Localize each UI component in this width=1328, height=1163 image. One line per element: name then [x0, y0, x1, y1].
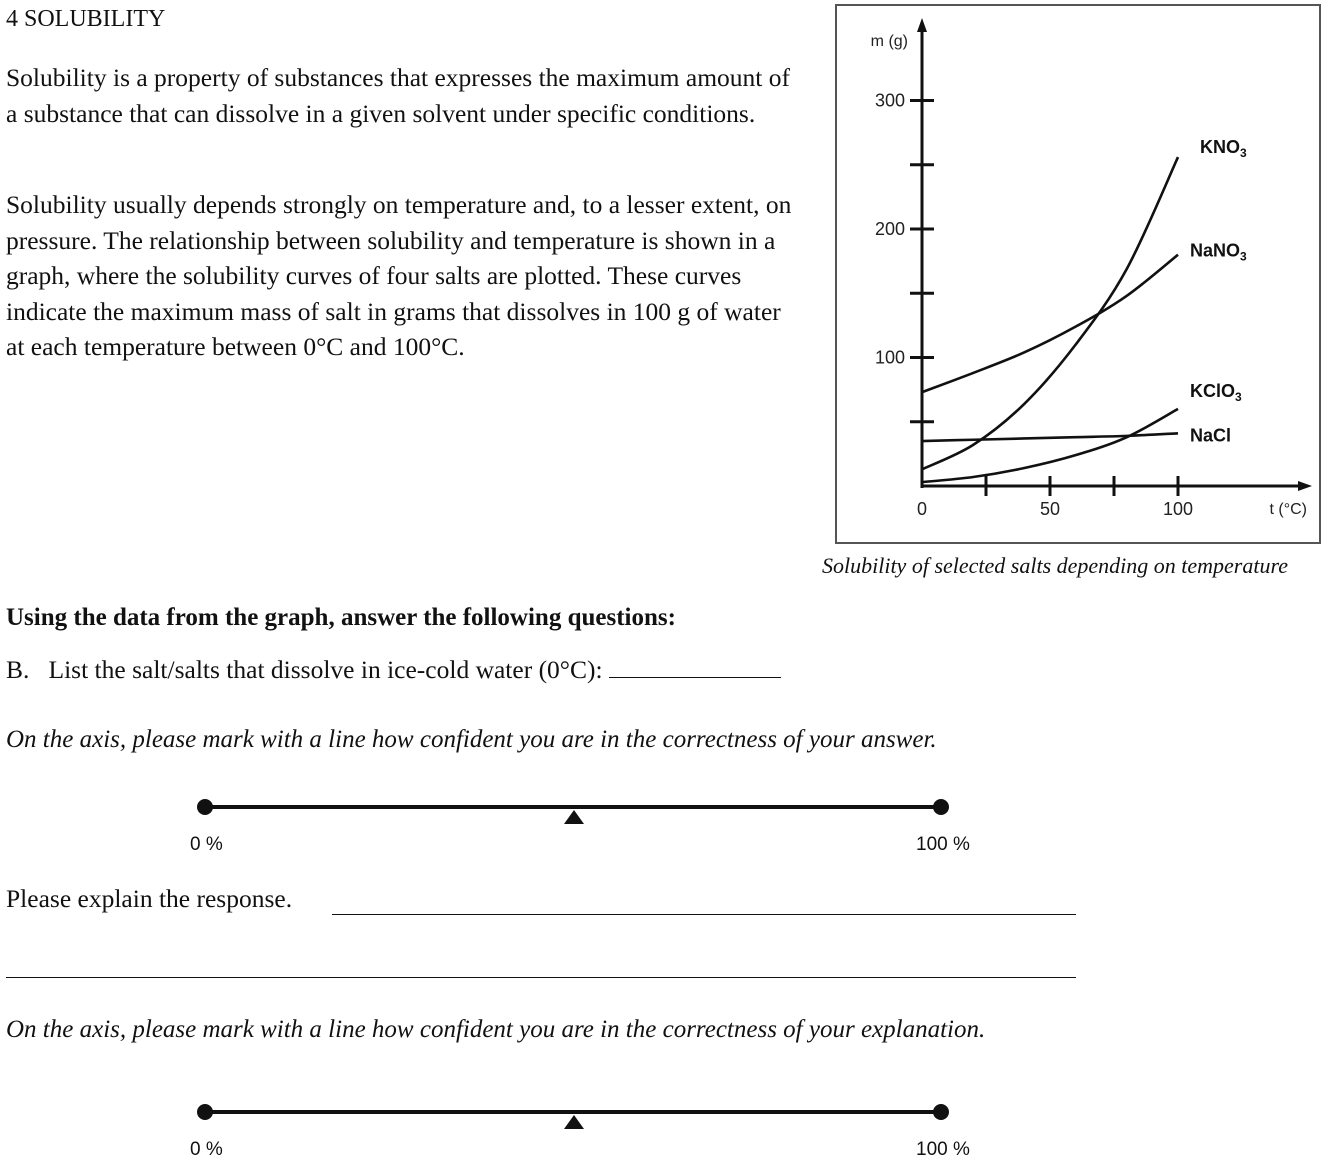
- slider-min-label: 0 %: [190, 1139, 223, 1160]
- y-axis-arrow: [917, 18, 927, 32]
- slider-max-end: [933, 799, 949, 815]
- slider-max-label: 100 %: [916, 834, 970, 855]
- series-label-nano3: NaNO$_3$: [1190, 240, 1247, 264]
- x-axis-label: t (°C): [1269, 501, 1307, 518]
- explain-prompt: [6, 884, 292, 914]
- questions-intro: Using the data from the graph, answer the following questions:: [6, 604, 676, 631]
- slider-min-label: 0 %: [190, 834, 223, 855]
- y-tick-label-100: 100: [874, 347, 905, 368]
- slider-max-label: 100 %: [916, 1139, 970, 1160]
- solubility-chart: [837, 6, 1319, 542]
- x-axis-arrow: [1298, 481, 1312, 491]
- x-tick-label-100: 100: [1162, 499, 1194, 519]
- question-b-text: List the salt/salts that dissolve in ice-cold water (0°C):: [48, 655, 603, 684]
- question-b-marker: B.: [6, 655, 30, 684]
- intro-paragraph: Solubility is a property of substances that expresses the maximum amount of a substance that can dissolve in a given solvent under specific conditions.: [6, 63, 790, 128]
- slider-track[interactable]: [204, 805, 940, 809]
- y-tick-label-300: 300: [874, 90, 905, 111]
- confidence-instruction-explanation: On the axis, please mark with a line how confident you are in the correctness of your explanation.: [6, 1016, 986, 1043]
- slider-max-end: [933, 1104, 949, 1120]
- confidence-slider-answer[interactable]: [180, 790, 980, 855]
- x-tick-label-0: 0: [916, 499, 928, 519]
- slider-track[interactable]: [204, 1110, 940, 1114]
- explain-line-2[interactable]: [6, 977, 1076, 978]
- series-line-kclo3: [922, 409, 1178, 482]
- series-label-kclo3: KClO$_3$: [1190, 380, 1242, 404]
- answer-blank[interactable]: [609, 655, 781, 678]
- x-tick-label-50: 50: [1039, 499, 1061, 519]
- question-b: [6, 655, 781, 685]
- explain-prompt-text: Please explain the response.: [6, 884, 293, 913]
- solubility-paragraph: Solubility usually depends strongly on temperature and, to a lesser extent, on pressure. The relationship between solubility and temperature is shown in a graph, where the solubility curves of four salts are plotted. These curves indicate the maximum mass of salt in grams that dissolves in 100 g of water at each temperature between 0°C and 100°C.: [6, 190, 792, 361]
- slider-midpoint-marker: [564, 1115, 584, 1129]
- y-axis-label: m (g): [870, 33, 908, 50]
- series-label-kno3: $KNO_3$: [1200, 137, 1247, 161]
- slider-min-end: [197, 1104, 213, 1120]
- solubility-chart-frame: [835, 4, 1321, 544]
- explain-line-1[interactable]: [332, 914, 1076, 915]
- series-line-nano3: [922, 255, 1178, 392]
- section-heading: 4 SOLUBILITY: [6, 6, 166, 32]
- chart-caption: Solubility of selected salts depending on temperature: [822, 553, 1288, 578]
- series-label-nacl: NaCl: [1190, 425, 1232, 446]
- series-line-nacl: [922, 433, 1178, 441]
- slider-min-end: [197, 799, 213, 815]
- series-line-kno3: [922, 157, 1178, 469]
- confidence-slider-explanation[interactable]: [180, 1095, 980, 1160]
- slider-midpoint-marker: [564, 810, 584, 824]
- confidence-instruction-answer: On the axis, please mark with a line how confident you are in the correctness of your answer.: [6, 726, 937, 753]
- y-tick-label-200: 200: [874, 219, 905, 239]
